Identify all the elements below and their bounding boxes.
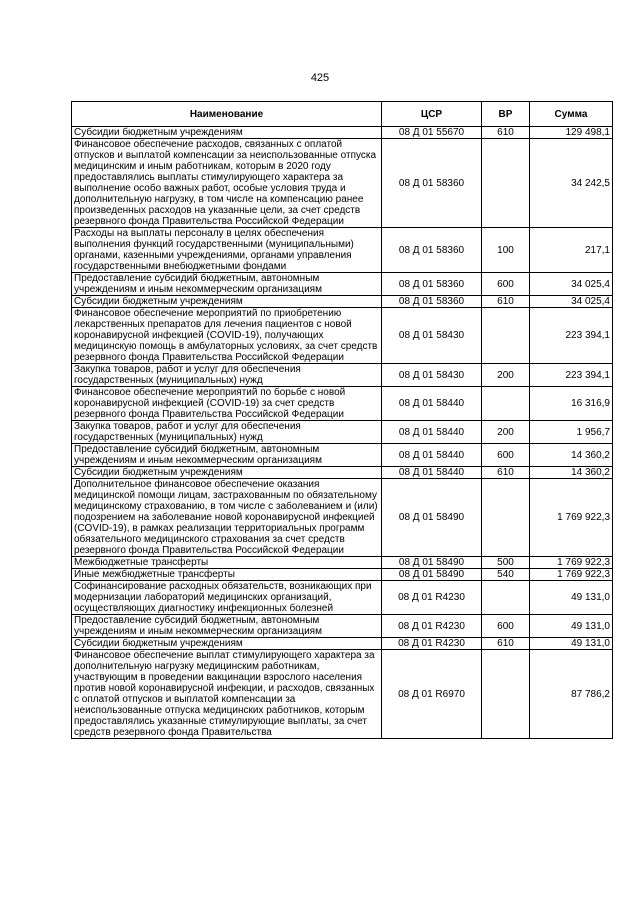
cell-vr — [482, 139, 530, 228]
cell-sum: 217,1 — [530, 228, 613, 273]
cell-name: Финансовое обеспечение мероприятий по борьбе с новой коронавирусной инфекцией (COVID-19) за счет средств резервного фонда Правительства Российской Федерации — [72, 387, 382, 421]
cell-vr: 200 — [482, 364, 530, 387]
cell-csr: 08 Д 01 58360 — [382, 273, 482, 296]
table-row — [72, 650, 613, 739]
header-name: Наименование — [72, 102, 382, 127]
cell-sum: 14 360,2 — [530, 467, 613, 479]
cell-csr: 08 Д 01 R4230 — [382, 581, 482, 615]
cell-csr: 08 Д 01 58430 — [382, 308, 482, 364]
cell-vr: 600 — [482, 615, 530, 638]
cell-csr: 08 Д 01 58430 — [382, 364, 482, 387]
cell-name: Межбюджетные трансферты — [72, 557, 382, 569]
cell-sum: 1 769 922,3 — [530, 557, 613, 569]
cell-vr: 610 — [482, 467, 530, 479]
cell-sum: 16 316,9 — [530, 387, 613, 421]
page-number: 425 — [310, 72, 330, 84]
table-row — [72, 421, 613, 444]
cell-vr: 540 — [482, 569, 530, 581]
cell-name: Софинансирование расходных обязательств, возникающих при модернизации лабораторий медицинских организаций, осуществляющих диагностику инфекционных болезней — [72, 581, 382, 615]
table-row — [72, 444, 613, 467]
cell-name: Предоставление субсидий бюджетным, автономным учреждениям и иным некоммерческим организациям — [72, 615, 382, 638]
cell-vr: 100 — [482, 228, 530, 273]
cell-vr — [482, 308, 530, 364]
cell-name: Предоставление субсидий бюджетным, автономным учреждениям и иным некоммерческим организациям — [72, 444, 382, 467]
cell-sum: 34 242,5 — [530, 139, 613, 228]
cell-csr: 08 Д 01 55670 — [382, 127, 482, 139]
cell-sum: 34 025,4 — [530, 296, 613, 308]
cell-sum: 223 394,1 — [530, 364, 613, 387]
table-row — [72, 273, 613, 296]
cell-name: Субсидии бюджетным учреждениям — [72, 127, 382, 139]
cell-sum: 1 769 922,3 — [530, 479, 613, 557]
table-row — [72, 296, 613, 308]
cell-csr: 08 Д 01 58490 — [382, 557, 482, 569]
cell-vr: 200 — [482, 421, 530, 444]
cell-csr: 08 Д 01 58440 — [382, 444, 482, 467]
cell-name: Субсидии бюджетным учреждениям — [72, 638, 382, 650]
cell-csr: 08 Д 01 R4230 — [382, 615, 482, 638]
cell-name: Финансовое обеспечение расходов, связанных с оплатой отпусков и выплатой компенсации за неиспользованные отпуска медицинским и иным работникам, которым в 2020 году предоставлялись выплаты стимулирующего характера за выполнение особо важных работ, особые условия труда и дополнительную нагрузку, в том числе на компенсацию ранее произведенных расходов на указанные цели, за счет средств резервного фонда Правительства Российской Федерации — [72, 139, 382, 228]
table-row — [72, 557, 613, 569]
table-row — [72, 387, 613, 421]
cell-vr: 610 — [482, 296, 530, 308]
cell-vr: 500 — [482, 557, 530, 569]
table-row — [72, 467, 613, 479]
table-row — [72, 364, 613, 387]
cell-name: Иные межбюджетные трансферты — [72, 569, 382, 581]
cell-csr: 08 Д 01 58490 — [382, 479, 482, 557]
table-row — [72, 581, 613, 615]
cell-vr — [482, 387, 530, 421]
cell-csr: 08 Д 01 58360 — [382, 228, 482, 273]
cell-sum: 34 025,4 — [530, 273, 613, 296]
cell-sum: 223 394,1 — [530, 308, 613, 364]
cell-sum: 1 769 922,3 — [530, 569, 613, 581]
table-row — [72, 228, 613, 273]
cell-vr: 610 — [482, 127, 530, 139]
header-vr: ВР — [482, 102, 530, 127]
cell-name: Субсидии бюджетным учреждениям — [72, 296, 382, 308]
cell-vr — [482, 479, 530, 557]
cell-csr: 08 Д 01 58360 — [382, 296, 482, 308]
cell-name: Предоставление субсидий бюджетным, автономным учреждениям и иным некоммерческим организациям — [72, 273, 382, 296]
cell-sum: 129 498,1 — [530, 127, 613, 139]
cell-csr: 08 Д 01 58360 — [382, 139, 482, 228]
table-row — [72, 139, 613, 228]
table-row — [72, 638, 613, 650]
cell-name: Субсидии бюджетным учреждениям — [72, 467, 382, 479]
cell-csr: 08 Д 01 R4230 — [382, 638, 482, 650]
cell-sum: 1 956,7 — [530, 421, 613, 444]
cell-vr — [482, 581, 530, 615]
header-sum: Сумма — [530, 102, 613, 127]
table-header-row — [72, 102, 613, 127]
cell-vr: 600 — [482, 444, 530, 467]
table-row — [72, 479, 613, 557]
table-row — [72, 615, 613, 638]
cell-csr: 08 Д 01 58490 — [382, 569, 482, 581]
cell-sum: 49 131,0 — [530, 581, 613, 615]
cell-name: Дополнительное финансовое обеспечение оказания медицинской помощи лицам, застрахованным по обязательному медицинскому страхованию, в том числе с заболеванием и (или) подозрением на заболевание новой коронавирусной инфекцией (COVID-19), в рамках реализации территориальных программ обязательного медицинского страхования за счет средств резервного фонда Правительства Российской Федерации — [72, 479, 382, 557]
cell-csr: 08 Д 01 58440 — [382, 467, 482, 479]
cell-name: Финансовое обеспечение выплат стимулирующего характера за дополнительную нагрузку медицинским работникам, участвующим в проведении вакцинации взрослого населения против новой коронавирусной инфекции, и расходов, связанных с оплатой отпусков и выплатой компенсации за неиспользованные отпуска медицинских работников, которым предоставлялись указанные стимулирующие выплаты, за счет средств резервного фонда Правительства — [72, 650, 382, 739]
cell-vr — [482, 650, 530, 739]
cell-vr: 610 — [482, 638, 530, 650]
cell-vr: 600 — [482, 273, 530, 296]
cell-csr: 08 Д 01 58440 — [382, 387, 482, 421]
cell-name: Закупка товаров, работ и услуг для обеспечения государственных (муниципальных) нужд — [72, 364, 382, 387]
header-csr: ЦСР — [382, 102, 482, 127]
table-row — [72, 127, 613, 139]
cell-sum: 49 131,0 — [530, 638, 613, 650]
cell-sum: 49 131,0 — [530, 615, 613, 638]
budget-table — [71, 101, 613, 739]
cell-name: Закупка товаров, работ и услуг для обеспечения государственных (муниципальных) нужд — [72, 421, 382, 444]
cell-sum: 87 786,2 — [530, 650, 613, 739]
cell-sum: 14 360,2 — [530, 444, 613, 467]
table-row — [72, 308, 613, 364]
cell-name: Расходы на выплаты персоналу в целях обеспечения выполнения функций государственными (муниципальными) органами, казенными учреждениями, органами управления государственными внебюджетными фондами — [72, 228, 382, 273]
table-row — [72, 569, 613, 581]
cell-csr: 08 Д 01 R6970 — [382, 650, 482, 739]
cell-csr: 08 Д 01 58440 — [382, 421, 482, 444]
cell-name: Финансовое обеспечение мероприятий по приобретению лекарственных препаратов для лечения пациентов с новой коронавирусной инфекцией (COVID-19), получающих медицинскую помощь в амбулаторных условиях, за счет средств резервного фонда Правительства Российской Федерации — [72, 308, 382, 364]
